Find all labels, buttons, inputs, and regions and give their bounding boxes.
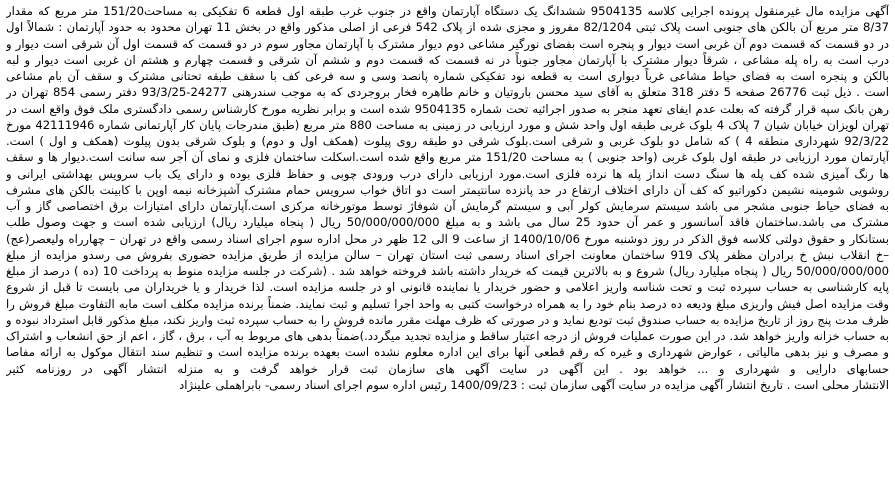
notice-line-3: در دو قسمت که قسمت دوم آن غربی است دیوار و پنجره است بفضای نورگیر مشاعی دوم دیوار مشترک با آپارتمان مجاور سوم در دو قسمت که قسمت اول آن شرقی است دیوار و <box>6 36 889 51</box>
notice-line-11: ها رنگ آمیزی شده کف پله ها سنگ دست انداز پله ها نرده فلزی است.مورد ارزیابی دارای درب ورودی چوبی و حفاظ فلزی بوده و دارای یک باب سرویس بهداشتی ایرانی و <box>6 166 889 181</box>
notice-line-7: رهن بانک سپه قرار گرفته که بعلت عدم ایفای تعهد منجر به صدور اجرائیه تحت شماره 9504135 شده است و برابر نظریه مورخ کارشناس رسمی دادگستری ملک فوق واقع است در <box>6 101 889 116</box>
notice-line-22: و مصرف و نیز بدهی مالیاتی ، عوارض شهرداری و غیره که رقم قطعی آنها برای این اداره معلوم نشده است بعهده برنده مزایده است و تنظیم سند انتقال موکول به ارائه مفاصا <box>6 345 889 360</box>
notice-line-1: آگهی مزایده مال غیرمنقول پرونده اجرایی کلاسه 9504135 ششدانگ یک دستگاه آپارتمان واقع در جنوب غرب طبقه اول قطعه 6 تفکیکی به مساحت151/20 متر مربع که مقدار <box>6 4 889 18</box>
notice-line-20: ظرف مدت پنج روز از تاریخ مزایده به حساب صندوق ثبت تودیع نماید و در صورتی که ظرف مهلت مقرر مانده فروش را به حساب سپرده ثبت واریز نکند، مبلغ مذکور قابل استرداد نبوده و <box>6 312 889 327</box>
notice-line-5: بالکن و پنجره است به فضای حیاط مشاعی غرباً دیواری است به قطعه نود تفکیکی شماره پانصد وسی و سه فرعی کف با سقف طبقه تحتانی مشترک و سقف آن بام مشاعی <box>6 69 889 83</box>
notice-line-24: الانتشار محلی است . تاریخ انتشار آگهی مزایده در سایت آگهی سازمان ثبت : 1400/09/23 رئیس اداره سوم اجرای اسناد رسمی- بابراهملی علینژاد <box>179 377 889 392</box>
notice-line-21: به حساب خزانه واریز خواهد شد. در این صورت عملیات فروش از درجه اعتبار ساقط و مزایده تجدید میگردد.)ضمناً بدهی های مربوط به آب ، برق ، گاز ، اعم از حق انشعاب و اشتراک <box>6 329 889 343</box>
notice-line-13: به فضای حیاط جنوبی مشجر می باشد سیستم سرمایش کولر آبی و سیستم گرمایش آن شوفاژ توسط موتورخانه مرکزی است.آپارتمان دارای امتیازات برق اختصاصی گاز و آب <box>6 199 889 213</box>
notice-line-9: 92/3/22 شهرداری منطقه 4 ) که شامل دو بلوک غربی و شرقی است.بلوک شرقی دو طبقه روی پیلوت (همکف اول و دوم) و بلوک شرقی بدون پیلوت (همکف و اول ) است. <box>6 134 889 148</box>
notice-line-19: وقت مزایده اصل فیش واریزی مبلغ ودیعه ده درصد بنام خود را به همراه درخواست کتبی به واحد اجرا تسلیم و ثبت نمایند. ضمناً برنده مزایده مکلف است مابه التفاوت مبلغ فروش را <box>6 296 889 311</box>
notice-line-10: آپارتمان مورد ارزیابی در طبقه اول بلوک غربی (واحد جنوبی ) به مساحت 151/20 متر مربع واقع شده است.اسکلت ساختمان فلزی و نمای آن آجر سه سانت است.دیوار ها و سقف <box>6 150 889 165</box>
notice-line-12: روشویی شومینه نشیمن دکوراتیو که کف آن دارای اختلاف ارتفاع در حد پانزده سانتیمتر است دو اتاق خواب سرویس حمام مشترک آشپزخانه نیمه اوپن با کابینت بالکن های مشرف <box>6 182 889 197</box>
notice-line-23: حسابهای دارایی و شهرداری و ... خواهد بود . این آگهی در سایت آگهی های سازمان ثبت قرار خواهد گرفت و به منزله انتشار آگهی در روزنامه کثیر <box>6 361 889 376</box>
notice-line-16: –خ انقلاب نبش خ برادران مظفر پلاک 919 ساختمان معاونت اجرای اسناد رسمی ثبت استان تهران – سالن مزایده از طریق مزایده حضوری بفروش می رسدو مزایده از مبلغ <box>6 247 889 262</box>
notice-line-4: درب است به راه پله مشاعی ، شرقاً دیوار مشترک با آپارتمان مجاور جنوباً در نه قسمت که قسمت دوم و ششم آن شرقی و قسمت چهارم و هشتم ان غربی است دیوار و لبه <box>6 52 889 67</box>
notice-line-8: تهران لویزان خیابان شیان 7 پلاک 4 بلوک غربی طبقه اول واحد شش و مورد ارزیابی در زمینی به مساحت 880 متر مربع (طبق مندرجات پایان کار آپارتمانی شماره 42111946 مورخ <box>6 117 889 132</box>
notice-line-17: 50/000/000/000 ریال ( پنجاه میلیارد ریال) شروع و به بالاترین قیمت که خریدار داشته باشد فروخته خواهد شد . (شرکت در جلسه مزایده منوط به پرداخت 10 (ده ) درصد از مبلغ <box>6 264 889 278</box>
notice-line-2: 8/37 متر مربع آن بالکن های جنوبی است پلاک ثبتی 82/1204 مفروز و مجزی شده از پلاک 542 فرعی از اصلی مذکور واقع در بخش 11 تهران محدود به حدود آپارتمان : شمالاً اول <box>6 20 889 35</box>
notice-line-18: پایه کارشناسی به حساب سپرده ثبت و تحت شناسه واریز اعلامی و حضور خریدار یا نماینده قانونی او در جلسه مزایده است. لذا خریدار و یا خریداران می بایست تا قبل از شروع <box>6 280 889 295</box>
notice-line-6: است . ذیل ثبت 26776 صفحه 5 دفتر 318 متعلق به آقای سید محسن باروتیان و خانم طاهره فخار بروجردی که به موجب سندرهنی 24277-93/3/25 دفتر رسمی 854 تهران در <box>6 85 889 100</box>
notice-line-14: مشترک می باشد.ساختمان فاقد آسانسور و عمر آن حدود 25 سال می باشد و به مبلغ 50/000/000/000 ریال ( پنجاه میلیارد ریال) ارزیابی شده است و جهت وصول طلب <box>6 215 889 230</box>
notice-line-15: بستانکار و حقوق دولتی کلاسه فوق الذکر در روز دوشنبه مورخ 1400/10/06 از ساعت 9 الی 12 ظهر در محل اداره سوم اجرای اسناد رسمی واقع در تهران – چهارراه ولیعصر(عج) <box>6 231 889 246</box>
